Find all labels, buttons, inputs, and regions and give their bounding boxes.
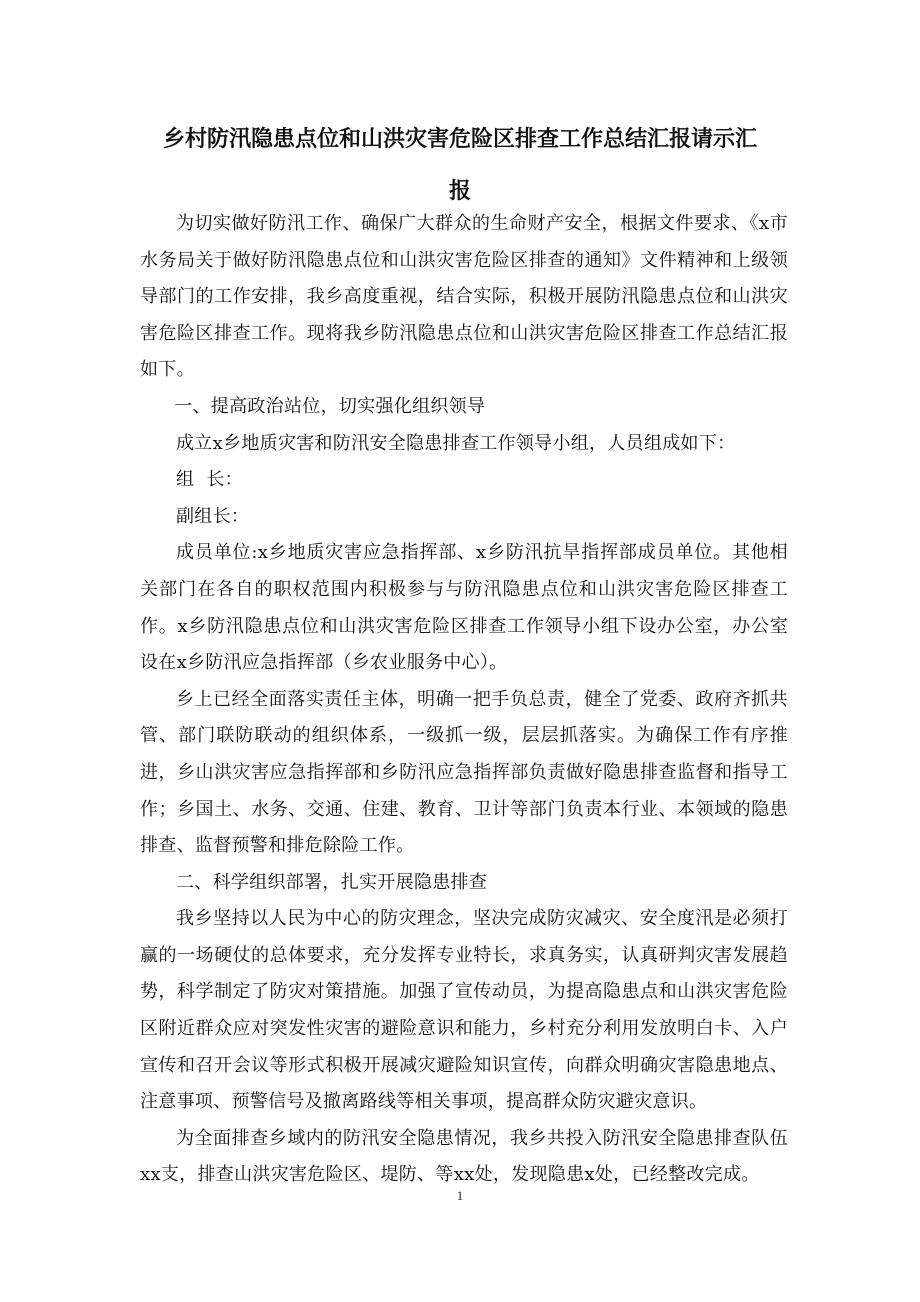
paragraph-leading-group: 成立x乡地质灾害和防汛安全隐患排查工作领导小组，人员组成如下：: [176, 432, 736, 454]
paragraph-responsibility: 乡上已经全面落实责任主体，明确一把手负总责，健全了党委、政府齐抓共管、部门联防联动的组织体系，一级抓一级，层层抓落实。为确保工作有序推进，乡山洪灾害应急指挥部和乡防汛应急指挥部负责做好隐患排查监督和指导工作；乡国土、水务、交通、住建、教育、卫计等部门负责本行业、本领域的隐患排查、监督预警和排危除险工作。: [140, 688, 788, 857]
paragraph-inspection-results: 为全面排查乡域内的防汛安全隐患情况，我乡共投入防汛安全隐患排查队伍xx支，排查山洪灾害危险区、堤防、等xx处，发现隐患x处，已经整改完成。: [140, 1127, 788, 1186]
paragraph-group-leader: 组 长：: [176, 469, 243, 491]
section-heading-2: 二、科学组织部署，扎实开展隐患排查: [176, 871, 488, 893]
document-title-line-1: 乡村防汛隐患点位和山洪灾害危险区排查工作总结汇报请示汇: [162, 127, 757, 152]
paragraph-deputy-leader: 副组长：: [176, 505, 250, 527]
intro-paragraph: 为切实做好防汛工作、确保广大群众的生命财产安全，根据文件要求、《x市水务局关于做好防汛隐患点位和山洪灾害危险区排查的通知》文件精神和上级领导部门的工作安排，我乡高度重视，结合实际，积极开展防汛隐患点位和山洪灾害危险区排查工作。现将我乡防汛隐患点位和山洪灾害危险区排查工作总结汇报如下。: [140, 213, 788, 381]
paragraph-prevention-concept: 我乡坚持以人民为中心的防灾理念，坚决完成防灾减灾、安全度汛是必须打赢的一场硬仗的总体要求，充分发挥专业特长，求真务实，认真研判灾害发展趋势，科学制定了防灾对策措施。加强了宣传动员，为提高隐患点和山洪灾害危险区附近群众应对突发性灾害的避险意识和能力，乡村充分利用发放明白卡、入户宣传和召开会议等形式积极开展减灾避险知识宣传，向群众明确灾害隐患地点、注意事项、预警信号及撤离路线等相关事项，提高群众防灾避灾意识。: [140, 908, 788, 1113]
document-body: [140, 206, 788, 1194]
section-heading-1: 一、提高政治站位，切实强化组织领导: [174, 395, 486, 417]
page-number: 1: [456, 1188, 464, 1203]
paragraph-member-units: 成员单位:x乡地质灾害应急指挥部、x乡防汛抗旱指挥部成员单位。其他相关部门在各自的职权范围内积极参与与防汛隐患点位和山洪灾害危险区排查工作。x乡防汛隐患点位和山洪灾害危险区排查工作领导小组下设办公室，办公室设在x乡防汛应急指挥部（乡农业服务中心）。: [140, 542, 788, 674]
document-title-line-2: 报: [448, 179, 471, 204]
